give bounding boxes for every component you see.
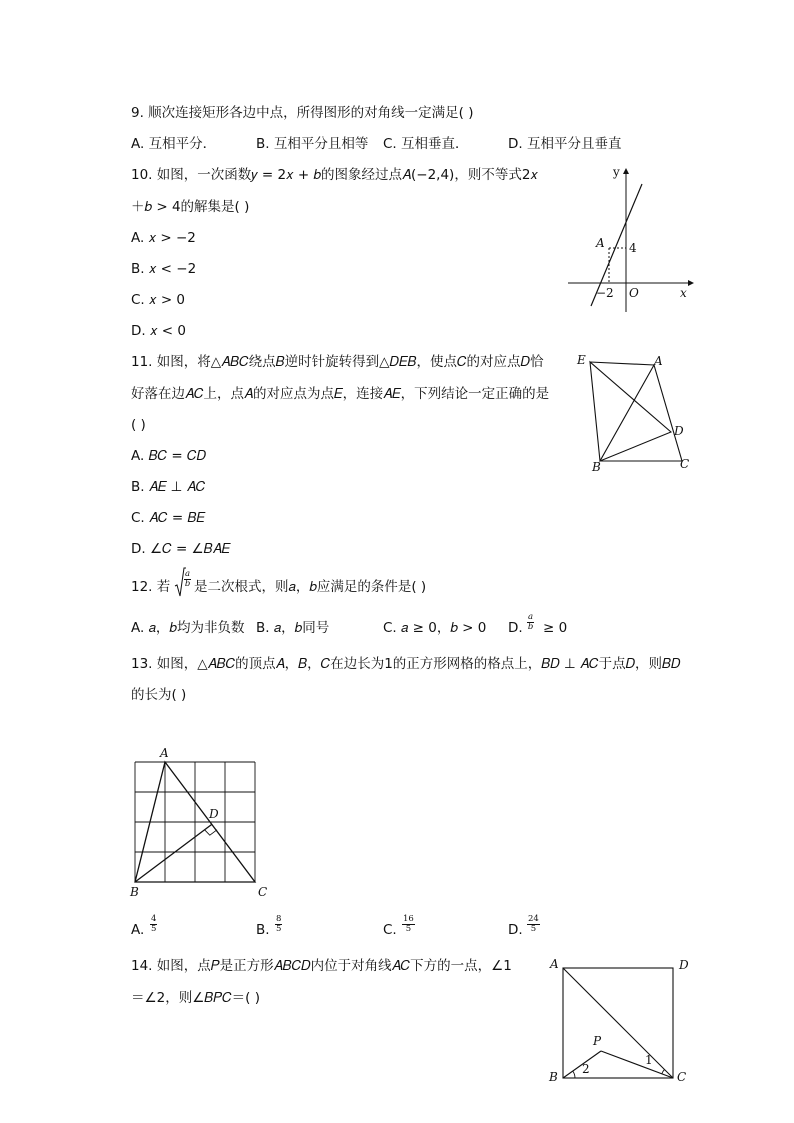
q10-option-a: A. 𝑥 > −2	[131, 230, 196, 246]
q13-option-d-fraction	[527, 915, 540, 934]
q9-stem: 9. 顺次连接矩形各边中点，所得图形的对角线一定满足( )	[131, 105, 474, 121]
q14-stem-line2: ＝∠2，则∠𝐵𝑃𝐶＝( )	[131, 990, 261, 1006]
q9-option-d: D. 互相平分且垂直	[508, 136, 622, 152]
q14-label-d: D	[679, 958, 689, 972]
q10-label-minus2: −2	[596, 286, 614, 300]
q14-label-1: 1	[645, 1053, 653, 1067]
q12-radicand-fraction	[184, 570, 191, 589]
q13-segment-bd	[135, 824, 212, 882]
q14-segment-pc	[601, 1051, 673, 1078]
q12-stem-suffix: 是二次根式，则𝑎，𝑏应满足的条件是( )	[194, 579, 427, 595]
q13-grid	[135, 762, 255, 882]
q11-label-e: E	[577, 353, 586, 367]
q13-option-b-den: 5	[276, 924, 282, 934]
q12-option-a: A. 𝑎，𝑏均为非负数	[131, 620, 245, 636]
q10-label-y: y	[613, 165, 620, 179]
q10-label-x: x	[680, 286, 687, 300]
q13-label-c: C	[258, 885, 268, 899]
q12-stem-prefix: 12. 若	[131, 579, 171, 595]
q13-label-a: A	[160, 746, 169, 760]
q13-option-c-fraction	[402, 915, 415, 934]
q14-label-p: P	[593, 1034, 602, 1048]
q14-stem-line1: 14. 如图，点𝑃是正方形𝐴𝐵𝐶𝐷内位于对角线𝐴𝐶下方的一点，∠1	[131, 958, 512, 974]
q14-label-c: C	[677, 1070, 687, 1084]
q11-triangle-deb	[590, 362, 671, 461]
q13-option-a-fraction	[150, 915, 157, 934]
q11-option-d: D. ∠𝐶 = ∠𝐵𝐴𝐸	[131, 541, 231, 557]
q12-option-d-letter: D.	[508, 620, 523, 636]
q12-option-b: B. 𝑎，𝑏同号	[256, 620, 330, 636]
q13-figure	[125, 742, 280, 902]
q12-option-d-den: b	[527, 622, 534, 632]
q13-option-b-num: 8	[276, 914, 282, 924]
q13-option-b-letter: B.	[256, 922, 270, 938]
q11-stem-line2: 好落在边𝐴𝐶上，点𝐴的对应点为点𝐸，连接𝐴𝐸，下列结论一定正确的是	[131, 386, 550, 402]
q11-option-c: C. 𝐴𝐶 = 𝐵𝐸	[131, 510, 205, 526]
q13-option-c-letter: C.	[383, 922, 397, 938]
q13-option-d-num: 24	[528, 914, 539, 924]
q10-figure	[560, 160, 700, 320]
q12-option-d-num: a	[528, 612, 534, 622]
q11-label-c: C	[680, 457, 690, 471]
q13-option-d-den: 5	[530, 924, 537, 934]
q13-option-d-letter: D.	[508, 922, 523, 938]
q10-label-a: A	[596, 236, 605, 250]
q11-label-a: A	[654, 354, 663, 368]
q13-option-c-den: 5	[405, 924, 412, 934]
q12-option-c: C. 𝑎 ≥ 0，𝑏 > 0	[383, 620, 487, 636]
q9-option-b: B. 互相平分且相等	[256, 136, 369, 152]
q10-stem-line2: ＋𝑏 > 4的解集是( )	[131, 199, 250, 215]
q13-stem-line1: 13. 如图，△𝐴𝐵𝐶的顶点𝐴，𝐵，𝐶在边长为1的正方形网格的格点上，𝐵𝐷 ⊥ 𝐴𝐶于点𝐷，则𝐵𝐷	[131, 656, 681, 672]
q12-radicand-den: b	[184, 579, 191, 589]
q12-option-d-fraction	[527, 613, 534, 632]
q12-option-d-suffix: ≥ 0	[543, 620, 568, 636]
q11-label-d: D	[674, 424, 684, 438]
q10-option-d: D. 𝑥 < 0	[131, 323, 186, 339]
q13-label-d: D	[209, 807, 219, 821]
q10-label-4: 4	[629, 241, 637, 255]
q11-figure	[570, 350, 700, 475]
q11-option-b: B. 𝐴𝐸 ⊥ 𝐴𝐶	[131, 479, 206, 495]
q13-option-a-den: 5	[151, 924, 157, 934]
q11-option-a: A. 𝐵𝐶 = 𝐶𝐷	[131, 448, 207, 464]
q13-stem-line2: 的长为( )	[131, 687, 187, 703]
q10-label-o: O	[629, 286, 639, 300]
q10-option-b: B. 𝑥 < −2	[131, 261, 197, 277]
q13-option-a-letter: A.	[131, 922, 145, 938]
q13-option-a-num: 4	[151, 914, 157, 924]
q14-diagonal-ac	[563, 968, 673, 1078]
q11-stem-line3: ( )	[131, 417, 146, 433]
q14-angle-mark-1	[662, 1070, 665, 1074]
q11-label-b: B	[592, 460, 601, 474]
q13-option-c-num: 16	[403, 914, 414, 924]
q9-option-c: C. 互相垂直．	[383, 136, 469, 152]
q13-right-angle-mark	[205, 830, 217, 835]
q13-option-b-fraction	[275, 915, 282, 934]
q14-angle-mark-2	[573, 1071, 575, 1078]
q10-stem-line1: 10. 如图，一次函数𝑦 = 2𝑥 + 𝑏的图象经过点𝐴(−2,4)，则不等式2𝑥	[131, 167, 538, 183]
q14-label-a: A	[550, 957, 559, 971]
q9-option-a: A. 互相平分．	[131, 136, 217, 152]
q10-x-axis-arrow	[688, 280, 694, 286]
q10-y-axis-arrow	[623, 168, 629, 174]
q11-stem-line1: 11. 如图，将△𝐴𝐵𝐶绕点𝐵逆时针旋转得到△𝐷𝐸𝐵，使点𝐶的对应点𝐷恰	[131, 354, 544, 370]
q11-triangle-abc	[600, 365, 682, 461]
q12-radicand-num: a	[185, 569, 191, 579]
q10-option-c: C. 𝑥 > 0	[131, 292, 186, 308]
q11-segment-ae	[590, 362, 654, 365]
q14-figure	[543, 952, 698, 1092]
q13-label-b: B	[130, 885, 139, 899]
q14-label-2: 2	[582, 1062, 590, 1076]
q14-label-b: B	[549, 1070, 558, 1084]
